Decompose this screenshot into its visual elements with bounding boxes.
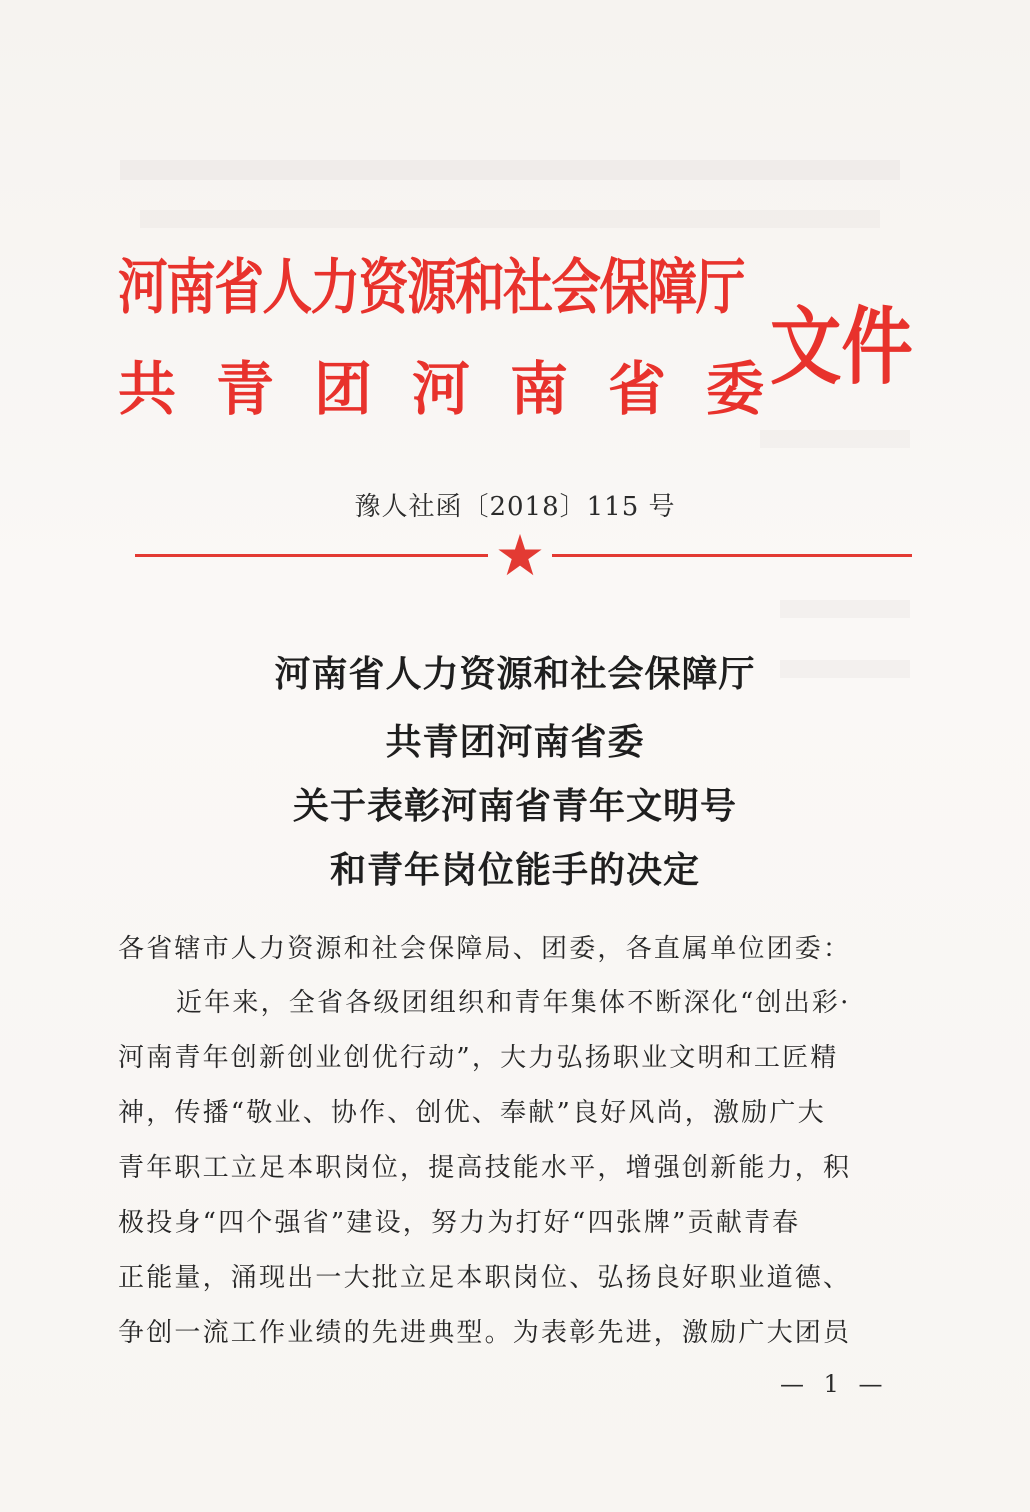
document-title-line1: 河南省人力资源和社会保障厅 (274, 654, 756, 695)
body-line: 极投身“四个强省”建设，努力为打好“四张牌”贡献青春 (118, 1208, 801, 1238)
document-title-line3: 关于表彰河南省青年文明号 (292, 786, 737, 827)
red-divider-right (552, 554, 912, 557)
header-document-label: 文件 (770, 298, 913, 396)
body-line: 争创一流工作业绩的先进典型。为表彰先进，激励广大团员 (118, 1318, 852, 1348)
body-line: 正能量，涌现出一大批立足本职岗位、弘扬良好职业道德、 (118, 1263, 852, 1293)
header-issuer-line1: 河南省人力资源和社会保障厅 (118, 253, 744, 323)
bleed-through-decoration (760, 430, 910, 448)
body-line: 青年职工立足本职岗位，提高技能水平，增强创新能力，积 (118, 1153, 852, 1183)
body-line: 神，传播“敬业、协作、创优、奉献”良好风尚，激励广大 (118, 1098, 826, 1128)
header-issuer-line2: 共青团河南省委 (118, 355, 805, 423)
red-star-icon (497, 532, 543, 578)
document-number: 豫人社函〔2018〕115 号 (354, 492, 676, 522)
page-number: — 1 — (780, 1370, 889, 1398)
bleed-through-decoration (120, 160, 900, 180)
document-title-line4: 和青年岗位能手的决定 (329, 850, 700, 891)
salutation: 各省辖市人力资源和社会保障局、团委，各直属单位团委： (118, 934, 852, 964)
bleed-through-decoration (140, 210, 880, 228)
body-line: 河南青年创新创业创优行动”，大力弘扬职业文明和工匠精 (118, 1043, 839, 1073)
document-title-line2: 共青团河南省委 (385, 722, 645, 763)
bleed-through-decoration (780, 600, 910, 618)
red-divider-left (135, 554, 488, 557)
body-line: 近年来，全省各级团组织和青年集体不断深化“创出彩· (176, 988, 851, 1018)
